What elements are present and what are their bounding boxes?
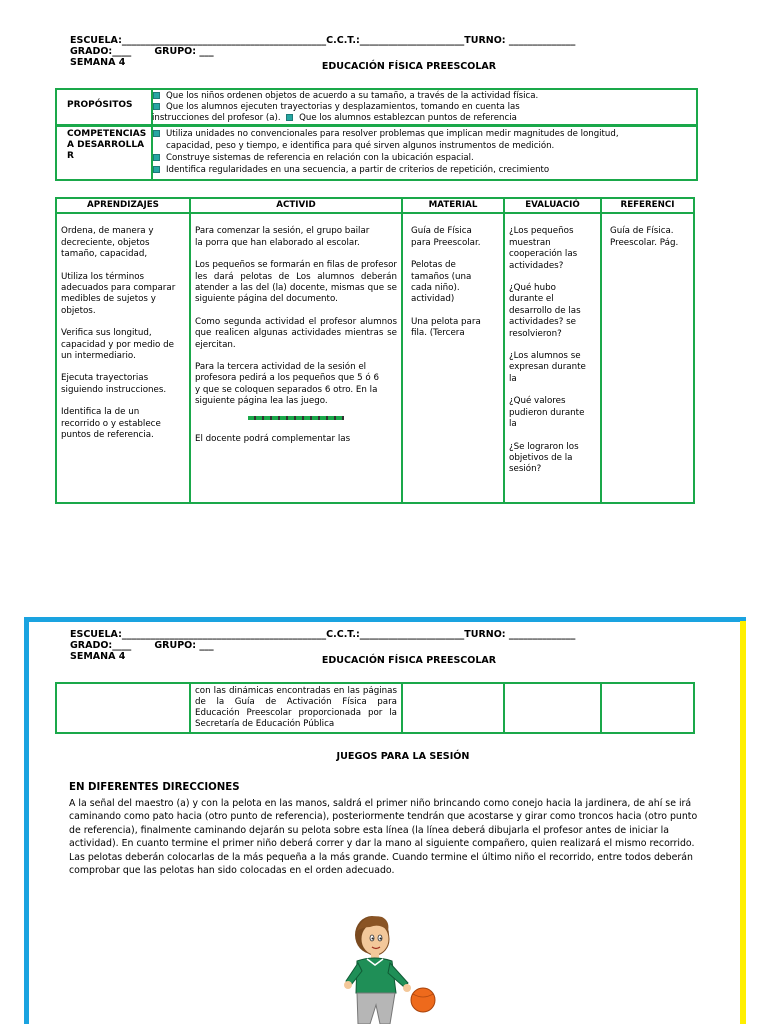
proposito-item: Que los niños ordenen objetos de acuerdo a su tamaño, a través de la actividad física. xyxy=(153,91,693,102)
col-header-actividad: ACTIVID xyxy=(190,198,402,213)
continuacion-text: con las dinámicas encontradas en las páginas de la Guía de Activación Física para Educación Preescolar proporcionada por la Secretaría de Educación Pública xyxy=(195,686,397,729)
actividad-item: Para comenzar la sesión, el grupo bailar la porra que han elaborado al escolar. xyxy=(195,226,370,248)
evaluacion-item: ¿Los pequeños muestran cooperación las actividades? xyxy=(509,226,578,271)
cell-actividad xyxy=(190,683,402,733)
table-header-row xyxy=(56,198,694,213)
table-row xyxy=(56,683,694,733)
bullet-icon xyxy=(153,154,160,161)
grado-grupo-line: GRADO:____ GRUPO: ___ xyxy=(70,640,214,651)
aprendizaje-item: Verifica sus longitud, capacidad y por medio de un intermediario. xyxy=(61,328,174,362)
plan-table xyxy=(55,197,695,504)
actividad-item: Los pequeños se formarán en filas de profesor les dará pelotas de Los alumnos deberán atender a las del (la) docente, mismas que se siguiente página del documento. xyxy=(195,260,397,305)
page-border-right xyxy=(740,621,746,1024)
semana-label: SEMANA 4 xyxy=(70,651,126,662)
competencias-list xyxy=(153,128,698,176)
actividad-item: El docente podrá complementar las xyxy=(195,433,351,444)
actividad-item: Como segunda actividad el profesor alumnos que realicen algunas actividades mientras se ejercitan. xyxy=(195,316,397,350)
competencia-item-cont: capacidad, peso y tiempo, e identifica para qué sirven algunos instrumentos de medición. xyxy=(166,141,555,151)
aprendizaje-item: Ordena, de manera y decreciente, objetos tamaño, capacidad, xyxy=(61,226,154,260)
col-header-evaluacion: EVALUACIÓ xyxy=(504,198,601,213)
page-border-left xyxy=(24,617,29,1024)
page-title: EDUCACIÓN FÍSICA PREESCOLAR xyxy=(321,61,497,72)
evaluacion-item: ¿Qué hubo durante el desarrollo de las actividades? se resolvieron? xyxy=(509,283,581,339)
propositos-label-cell xyxy=(57,90,153,124)
cell-aprendizajes xyxy=(56,683,190,733)
competencias-box xyxy=(55,125,698,181)
page-title: EDUCACIÓN FÍSICA PREESCOLAR xyxy=(321,655,497,666)
actividad-item: Para la tercera actividad de la sesión el profesora pedirá a los pequeños que 5 ó 6 y que se coloquen separados 6 otro. En la siguiente página lea las juego. xyxy=(195,362,380,407)
propositos-list xyxy=(153,91,693,124)
bullet-icon xyxy=(153,166,160,173)
bullet-icon xyxy=(153,130,160,137)
separator-bar xyxy=(248,416,344,420)
propositos-label: PROPÓSITOS xyxy=(67,100,133,110)
juegos-title: JUEGOS PARA LA SESIÓN xyxy=(336,751,470,762)
col-header-material: MATERIAL xyxy=(402,198,504,213)
evaluacion-item: ¿Se lograron los objetivos de la sesión? xyxy=(509,441,579,475)
competencias-label: COMPETENCIAS A DESARROLLAR xyxy=(67,129,147,161)
material-item: Guía de Física para Preescolar. xyxy=(411,226,481,248)
juego-description: A la señal del maestro (a) y con la pelota en las manos, saldrá el primer niño brincando como conejo hacia la jardinera, de ahí se irá caminando como pato hacia (otro punto de referencia), posteriormente tendrán que acostarse y girar como troncos hacia (otro punto de referencia), finalmente caminando dejarán su pelota sobre esta línea (la línea deberá dibujarla el profesor antes de iniciar la actividad). En cuanto termine el primer niño deberá correr y dar la mano al siguiente compañero, quien realizará el mismo recorrido. Las pelotas deberán colocarlas de la más pequeña a la más grande. Cuando termine el último niño el recorrido, entre todos deberán comprobar que las pelotas han sido colocadas en el orden adecuado. xyxy=(69,798,698,877)
proposito-item: Que los alumnos ejecuten trayectorias y desplazamientos, tomando en cuenta las xyxy=(153,102,693,113)
cell-referencia xyxy=(601,683,694,733)
col-header-referencia: REFERENCI xyxy=(601,198,694,213)
material-item: Una pelota para fila. (Tercera xyxy=(411,316,481,339)
aprendizaje-item: Identifica la de un recorrido o y establece puntos de referencia. xyxy=(61,407,161,441)
competencia-item: Utiliza unidades no convencionales para resolver problemas que implican medir magnitudes de longitud, xyxy=(153,128,698,140)
evaluacion-item: ¿Qué valores pudieron durante la xyxy=(509,396,585,430)
cell-material xyxy=(402,213,504,503)
bullet-icon xyxy=(153,92,160,99)
page-border-top xyxy=(24,617,746,622)
semana-label: SEMANA 4 xyxy=(70,57,126,68)
cell-referencia xyxy=(601,213,694,503)
ball-icon xyxy=(411,988,435,1012)
bullet-icon xyxy=(153,103,160,110)
aprendizaje-item: Utiliza los términos adecuados para comparar medibles de sujetos y objetos. xyxy=(61,271,176,316)
grado-grupo-line: GRADO:____ GRUPO: ___ xyxy=(70,46,214,57)
boy-with-ball-illustration xyxy=(330,905,450,1024)
cell-evaluacion xyxy=(504,213,601,503)
cell-aprendizajes xyxy=(56,213,190,503)
cell-actividad xyxy=(190,213,402,503)
proposito-item: instrucciones del profesor (a). Que los alumnos establezcan puntos de referencia xyxy=(152,113,517,123)
col-header-aprendizajes: APRENDIZAJES xyxy=(56,198,190,213)
cell-evaluacion xyxy=(504,683,601,733)
table-row xyxy=(56,213,694,503)
referencia-item: Guía de Física. Preescolar. Pág. xyxy=(610,226,679,248)
juego-name: EN DIFERENTES DIRECCIONES xyxy=(69,782,240,793)
material-item: Pelotas de tamaños (una cada niño). actividad) xyxy=(411,260,472,305)
competencias-label-cell xyxy=(57,127,153,179)
evaluacion-item: ¿Los alumnos se expresan durante la xyxy=(509,351,586,384)
cell-material xyxy=(402,683,504,733)
bullet-icon xyxy=(286,114,293,121)
aprendizaje-item: Ejecuta trayectorias siguiendo instrucciones. xyxy=(61,373,167,395)
propositos-box xyxy=(55,88,698,126)
plan-table-continued xyxy=(55,682,695,734)
competencia-item: Identifica regularidades en una secuencia, a partir de criterios de repetición, crecimiento xyxy=(153,164,698,176)
competencia-item: Construye sistemas de referencia en relación con la ubicación espacial. xyxy=(153,152,698,164)
escuela-line: ESCUELA:___________________________________________C.C.T.:______________________TURNO: ______________ xyxy=(70,629,576,640)
escuela-line: ESCUELA:___________________________________________C.C.T.:______________________TURNO: ______________ xyxy=(70,35,576,46)
